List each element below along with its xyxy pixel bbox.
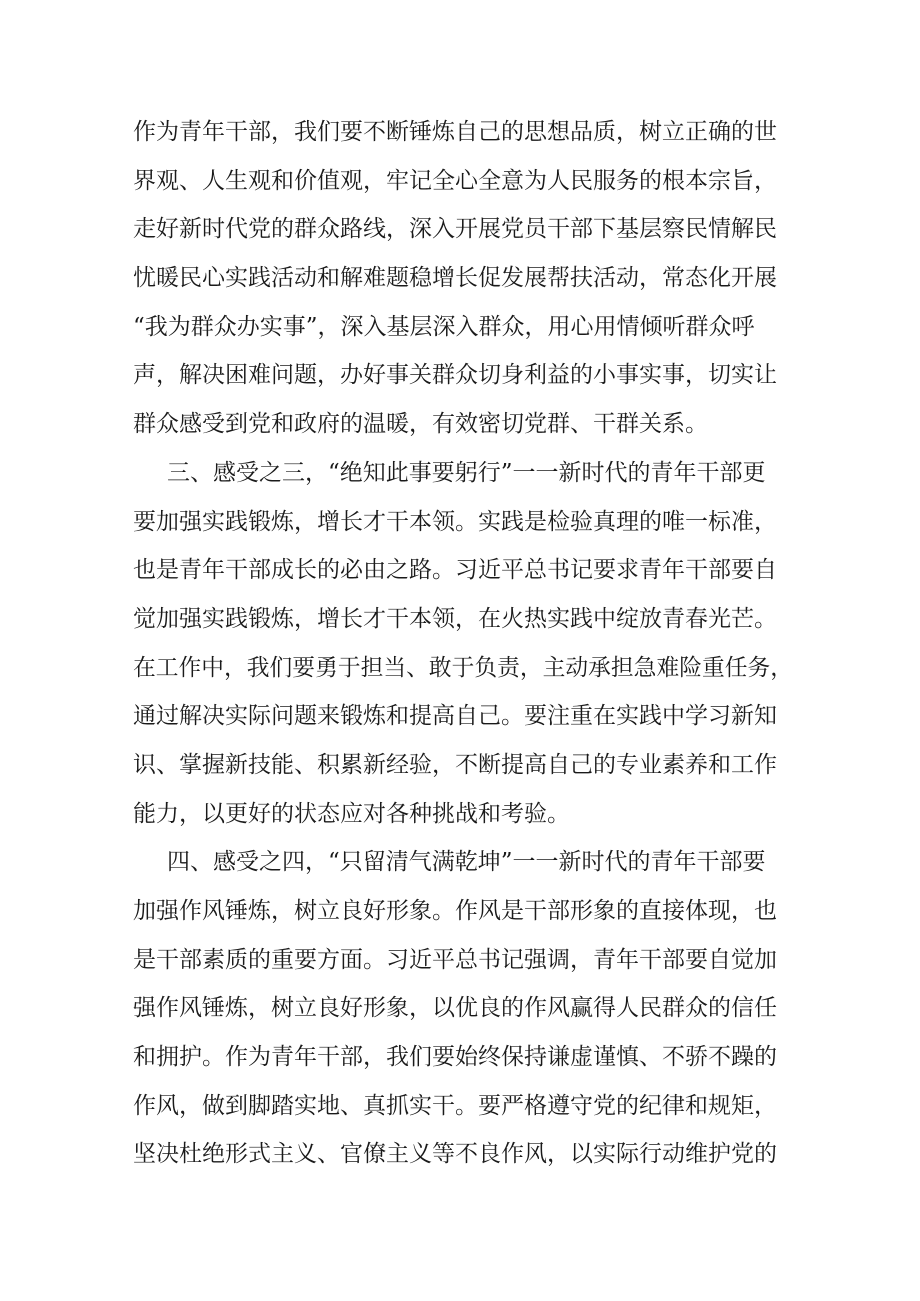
text-line: [133, 254, 793, 303]
text-line: [133, 546, 793, 595]
text-line: [133, 108, 793, 157]
text-line: [133, 157, 793, 206]
paragraph-3: [133, 838, 793, 1179]
text-line: [133, 936, 793, 985]
text-line: [133, 303, 793, 352]
text-line: [133, 400, 793, 449]
text-line-content: 觉加强实践锻炼，增长才干本领，在火热实践中绽放青春光芒。: [133, 605, 777, 632]
text-line-content: 走好新时代党的群众路线，深入开展党员干部下基层察民情解民: [133, 216, 777, 243]
text-line: [133, 692, 793, 741]
text-line: [133, 498, 793, 547]
text-line: [133, 790, 793, 839]
text-line-content: 和拥护。作为青年干部，我们要始终保持谦虚谨慎、不骄不躁的: [133, 1044, 777, 1071]
text-line: [133, 595, 793, 644]
text-line-content: 是干部素质的重要方面。习近平总书记强调，青年干部要自觉加: [133, 946, 777, 973]
text-line: [133, 741, 793, 790]
text-line-content: 群众感受到党和政府的温暖，有效密切党群、干群关系。: [133, 411, 708, 438]
text-line-content: 坚决杜绝形式主义、官僚主义等不良作风，以实际行动维护党的: [133, 1141, 777, 1168]
paragraph-1: [133, 108, 793, 449]
text-line-content: 界观、人生观和价值观，牢记全心全意为人民服务的根本宗旨，: [133, 167, 777, 194]
text-line-content: 作为青年干部，我们要不断锤炼自己的思想品质，树立正确的世: [133, 119, 777, 145]
text-line-content: 声，解决困难问题，办好事关群众切身利益的小事实事，切实让: [133, 362, 777, 389]
text-line-content: 加强作风锤炼，树立良好形象。作风是干部形象的直接体现，也: [133, 898, 777, 924]
text-line-content: 要加强实践锻炼，增长才干本领。实践是检验真理的唯一标准，: [133, 508, 777, 535]
text-line-content: 识、掌握新技能、积累新经验，不断提高自己的专业素养和工作: [133, 751, 777, 778]
text-line-content: 强作风锤炼，树立良好形象，以优良的作风赢得人民群众的信任: [133, 995, 777, 1022]
text-line-content: 三、感受之三，“绝知此事要躬行”一一新时代的青年干部更: [167, 459, 766, 486]
paragraph-2: [133, 449, 793, 839]
document-body: [133, 108, 793, 1179]
text-line-content: 通过解决实际问题来锻炼和提高自己。要注重在实践中学习新知: [133, 703, 777, 730]
text-line: [133, 1033, 793, 1082]
text-line-content: “我为群众办实事”，深入基层深入群众，用心用情倾听群众呼: [133, 313, 755, 340]
text-line: [133, 887, 793, 936]
text-line-content: 能力，以更好的状态应对各种挑战和考验。: [133, 800, 570, 827]
text-line: [133, 205, 793, 254]
text-line-content: 忧暖民心实践活动和解难题稳增长促发展帮扶活动，常态化开展: [133, 265, 777, 292]
text-line: [133, 1130, 793, 1179]
text-line-content: 四、感受之四，“只留清气满乾坤”一一新时代的青年干部要: [167, 849, 766, 876]
text-line-content: 作风，做到脚踏实地、真抓实干。要严格遵守党的纪律和规矩，: [133, 1092, 777, 1119]
text-line: [133, 838, 793, 887]
text-line-content: 也是青年干部成长的必由之路。习近平总书记要求青年干部要自: [133, 557, 777, 584]
text-line: [133, 1082, 793, 1131]
text-line: [133, 351, 793, 400]
text-line: [133, 449, 793, 498]
text-line-content: 在工作中，我们要勇于担当、敢于负责，主动承担急难险重任务，: [133, 654, 793, 681]
text-line: [133, 984, 793, 1033]
text-line: [133, 644, 793, 693]
